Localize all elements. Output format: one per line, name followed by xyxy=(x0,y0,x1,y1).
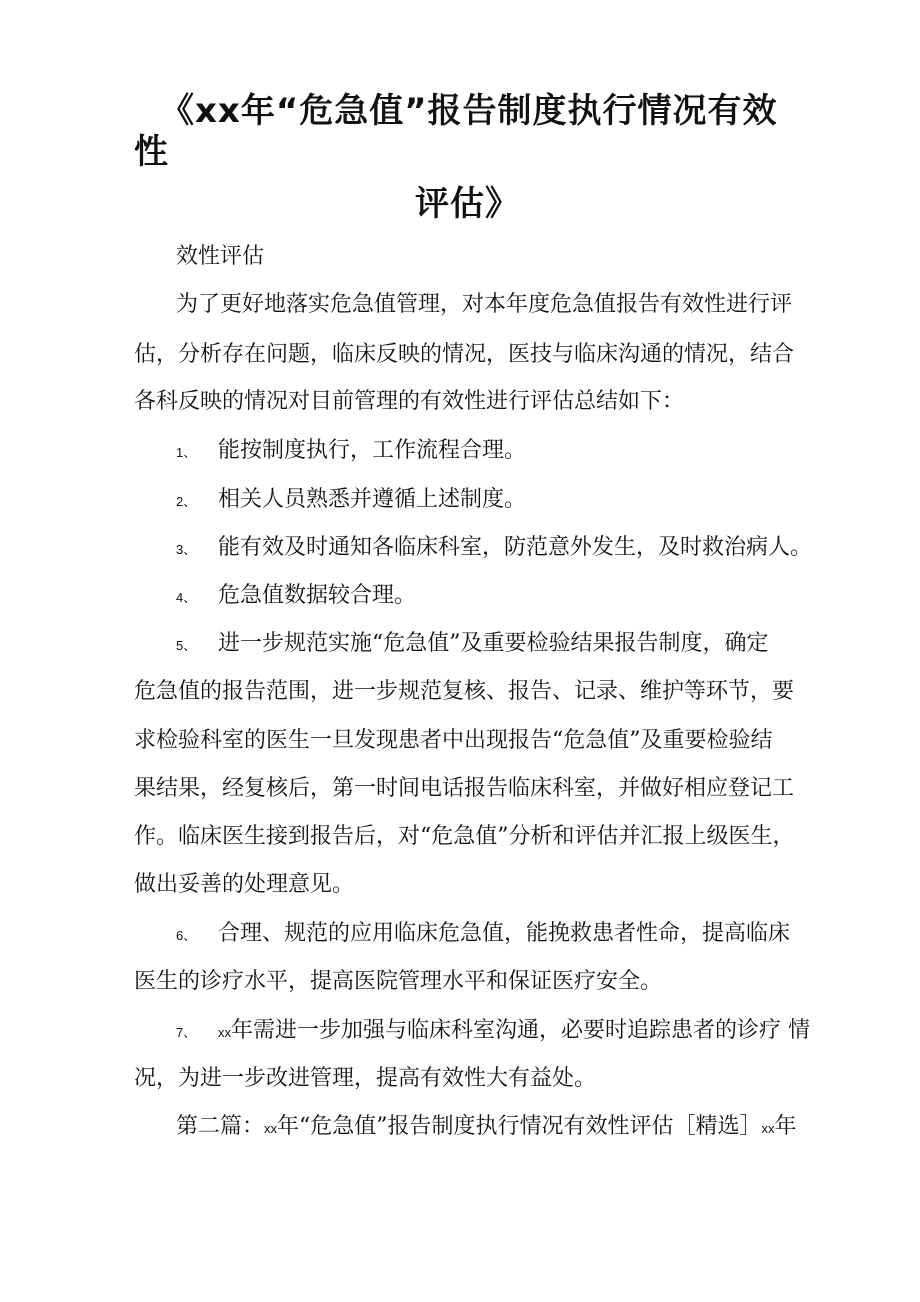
list-item-number: 3、 xyxy=(176,542,197,557)
document-title-line-2: 性 xyxy=(134,132,169,172)
document-title-line-1: 《xx年“危急值”报告制度执行情况有效 xyxy=(160,91,778,131)
intro-line-1: 为了更好地落实危急值管理，对本年度危急值报告有效性进行评 xyxy=(176,292,793,317)
intro-line-2: 估，分析存在问题，临床反映的情况，医技与临床沟通的情况，结合 xyxy=(134,342,795,367)
next-article-tail: 年 xyxy=(774,1114,797,1139)
list-item-5-line-4: 果结果，经复核后，第一时间电话报告临床科室，并做好相应登记工 xyxy=(134,776,795,801)
intro-line-3: 各科反映的情况对目前管理的有效性进行评估总结如下： xyxy=(134,389,685,414)
list-item-text: 年需进一步加强与临床科室沟通，必要时追踪患者的诊疗 情 xyxy=(231,1018,810,1043)
list-item-number: 1、 xyxy=(176,445,197,460)
document-title-line-3: 评估》 xyxy=(415,184,520,224)
list-item-text: 能有效及时通知各临床科室，防范意外发生，及时救治病人。 xyxy=(218,535,813,560)
year-placeholder: xx xyxy=(218,1025,231,1040)
list-item-text: 危急值数据较合理。 xyxy=(218,583,417,608)
next-article-label: 第二篇： xyxy=(176,1114,265,1139)
list-item-number: 2、 xyxy=(176,494,197,509)
list-item-6-line-2: 医生的诊疗水平，提高医院管理水平和保证医疗安全。 xyxy=(134,969,663,994)
subtitle: 效性评估 xyxy=(176,244,265,269)
list-item-text: 进一步规范实施“危急值”及重要检验结果报告制度，确定 xyxy=(218,631,769,656)
next-article-title: 年“危急值”报告制度执行情况有效性评估［精选］ xyxy=(277,1114,762,1139)
list-item-text: 相关人员熟悉并遵循上述制度。 xyxy=(218,487,527,512)
list-item-5-line-6: 做出妥善的处理意见。 xyxy=(134,872,355,897)
list-item-5-line-5: 作。临床医生接到报告后，对“危急值”分析和评估并汇报上级医生， xyxy=(134,824,795,849)
list-item-1 xyxy=(176,436,526,468)
list-item-number: 7、 xyxy=(176,1025,197,1040)
list-item-4 xyxy=(176,581,416,613)
list-item-number: 6、 xyxy=(176,928,197,943)
list-item-3 xyxy=(176,533,812,565)
year-placeholder: xx xyxy=(761,1121,775,1136)
list-item-5 xyxy=(176,629,769,661)
list-item-number: 4、 xyxy=(176,590,197,605)
next-article-heading xyxy=(176,1112,797,1144)
list-item-7 xyxy=(176,1016,810,1048)
list-item-5-line-2: 危急值的报告范围，进一步规范复核、报告、记录、维护等环节，要 xyxy=(134,679,795,704)
year-placeholder: xx xyxy=(264,1121,278,1136)
list-item-2 xyxy=(176,485,526,517)
list-item-7-line-2: 况，为进一步改进管理，提高有效性大有益处。 xyxy=(134,1066,597,1091)
list-item-number: 5、 xyxy=(176,638,197,653)
list-item-5-line-3: 求检验科室的医生一旦发现患者中出现报告“危急值”及重要检验结 xyxy=(134,728,773,753)
list-item-6 xyxy=(176,919,790,951)
list-item-text: 合理、规范的应用临床危急值，能挽救患者性命，提高临床 xyxy=(218,921,791,946)
list-item-text: 能按制度执行，工作流程合理。 xyxy=(218,438,527,463)
